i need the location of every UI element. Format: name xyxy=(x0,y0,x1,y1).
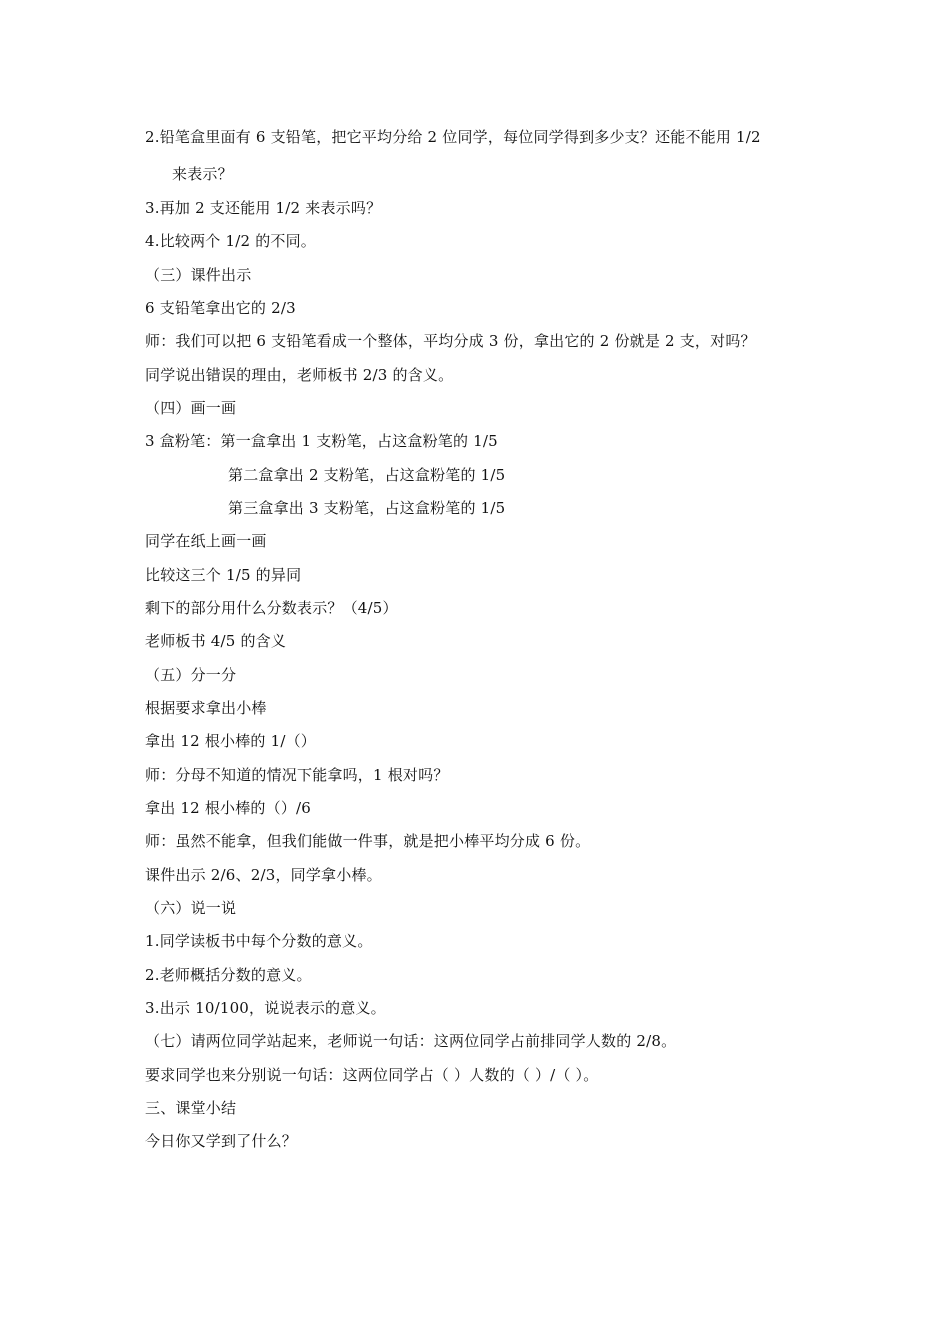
section-heading-4: （四）画一画 xyxy=(145,399,237,417)
text-line: 第二盒拿出 2 支粉笔，占这盒粉笔的 1/5 xyxy=(228,466,506,484)
text-line: 同学在纸上画一画 xyxy=(145,532,267,550)
section-heading-6: （六）说一说 xyxy=(145,899,237,917)
text-line-q4: 4.比较两个 1/2 的不同。 xyxy=(145,232,316,250)
text-line: 课件出示 2/6、2/3，同学拿小棒。 xyxy=(145,866,382,884)
text-line-q2-continuation: 来表示？ xyxy=(172,165,233,183)
text-line: 3.出示 10/100，说说表示的意义。 xyxy=(145,999,386,1017)
text-line: 比较这三个 1/5 的异同 xyxy=(145,566,302,584)
text-line-q2: 2.铅笔盒里面有 6 支铅笔，把它平均分给 2 位同学，每位同学得到多少支？还能不能用 1/2 xyxy=(145,128,761,146)
text-line: 2.老师概括分数的意义。 xyxy=(145,966,312,984)
text-line: 根据要求拿出小棒 xyxy=(145,699,267,717)
text-line: 师：我们可以把 6 支铅笔看成一个整体，平均分成 3 份，拿出它的 2 份就是 2 支，对吗？ xyxy=(145,332,756,350)
text-line: 6 支铅笔拿出它的 2/3 xyxy=(145,299,296,317)
text-line: 剩下的部分用什么分数表示？（4/5） xyxy=(145,599,398,617)
text-line: 拿出 12 根小棒的（）/6 xyxy=(145,799,312,817)
section-heading-7: （七）请两位同学站起来，老师说一句话：这两位同学占前排同学人数的 2/8。 xyxy=(145,1032,677,1050)
text-line: 要求同学也来分别说一句话：这两位同学占（ ）人数的（ ）/（ ）。 xyxy=(145,1066,599,1084)
text-line: 老师板书 4/5 的含义 xyxy=(145,632,287,650)
text-line: 拿出 12 根小棒的 1/（） xyxy=(145,732,316,750)
text-line: 1.同学读板书中每个分数的意义。 xyxy=(145,932,373,950)
section-heading-5: （五）分一分 xyxy=(145,666,237,684)
text-line-q3: 3.再加 2 支还能用 1/2 来表示吗？ xyxy=(145,199,382,217)
text-line: 今日你又学到了什么？ xyxy=(145,1132,298,1150)
text-line: 第三盒拿出 3 支粉笔，占这盒粉笔的 1/5 xyxy=(228,499,506,517)
section-heading-summary: 三、课堂小结 xyxy=(145,1099,237,1117)
text-line: 同学说出错误的理由，老师板书 2/3 的含义。 xyxy=(145,366,454,384)
section-heading-3: （三）课件出示 xyxy=(145,266,252,284)
text-line: 师：虽然不能拿，但我们能做一件事，就是把小棒平均分成 6 份。 xyxy=(145,832,591,850)
text-line: 师：分母不知道的情况下能拿吗，1 根对吗？ xyxy=(145,766,449,784)
text-line: 3 盒粉笔：第一盒拿出 1 支粉笔，占这盒粉笔的 1/5 xyxy=(145,432,498,450)
